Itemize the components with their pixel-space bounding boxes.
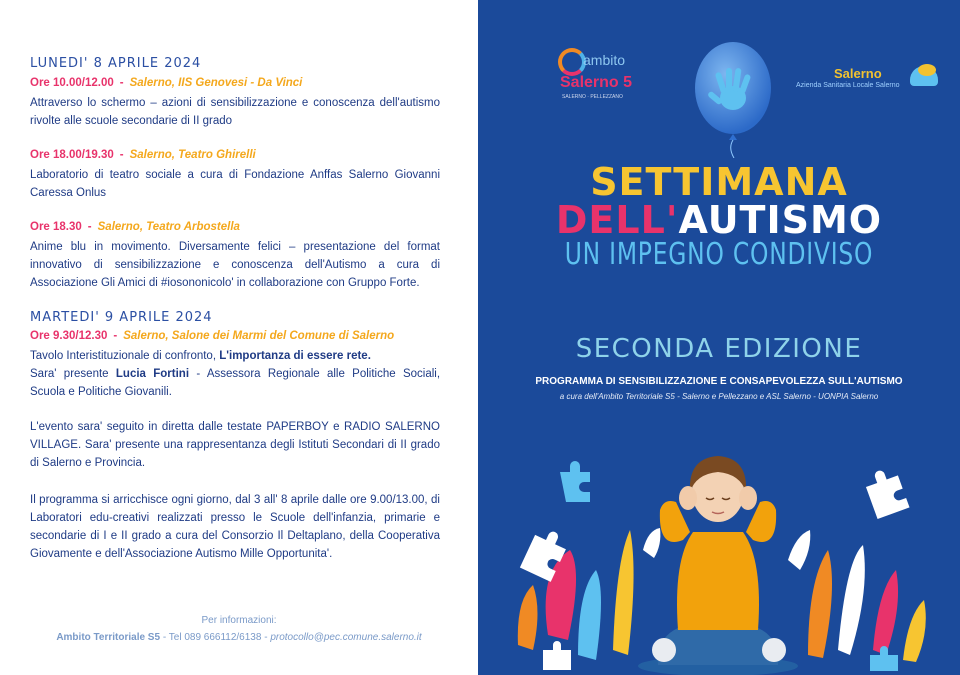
event-time: Ore 10.00/12.00 xyxy=(30,77,114,89)
balloon-hand-icon xyxy=(688,40,778,158)
event-2-description: Laboratorio di teatro sociale a cura di Fondazione Anffas Salerno Giovanni Caressa Onlus xyxy=(30,169,440,199)
separator: - xyxy=(87,221,92,233)
logo-subtext: SALERNO · PELLEZZANO xyxy=(562,94,623,100)
desc-emphasis: L'importanza di essere rete. xyxy=(219,350,371,362)
day-heading-monday: LUNEDI' 8 APRILE 2024 xyxy=(30,56,202,71)
contact-phone: - Tel 089 666112/6138 - xyxy=(162,632,268,643)
live-coverage-paragraph: L'evento sara' seguito in diretta dalle testate PAPERBOY e RADIO SALERNO VILLAGE. Sara' presente una rappresentanza degli Istituti Secondari di II grado di Salerno e Provincia. xyxy=(30,421,440,469)
logo-text: ambito xyxy=(583,52,626,68)
separator: - xyxy=(119,77,124,89)
desc-text: Il Deltaplano xyxy=(277,530,343,542)
sun-icon xyxy=(918,64,936,76)
event-place: Salerno, IIS Genovesi - Da Vinci xyxy=(129,77,303,89)
event-1-header xyxy=(30,77,302,89)
desc-text: Tavolo Interistituzionale di confronto, xyxy=(30,350,217,362)
event-3-header xyxy=(30,221,240,233)
event-place: Salerno, Salone dei Marmi del Comune di Salerno xyxy=(123,330,395,342)
circle-icon xyxy=(558,48,586,76)
event-time: Ore 18.30 xyxy=(30,221,82,233)
event-1-description: Attraverso lo schermo – azioni di sensibilizzazione e conoscenza dell'autismo rivolte alle scuole secondarie di II grado xyxy=(30,97,440,127)
event-place: Salerno, Teatro Ghirelli xyxy=(129,149,256,161)
asl-salerno-logo xyxy=(790,62,940,96)
cover-page xyxy=(478,0,960,675)
day-heading-tuesday: MARTEDI' 9 APRILE 2024 xyxy=(30,310,213,325)
desc-text: - Assessora Regionale alle Politiche Sociali, Scuola e Politiche Giovanili. xyxy=(30,368,441,398)
info-title: Per informazioni: xyxy=(201,615,277,626)
logo-text: Salerno xyxy=(834,66,882,81)
program-page xyxy=(0,0,478,675)
title-line-2 xyxy=(478,198,960,242)
logo-text: Salerno 5 xyxy=(560,74,633,91)
separator: - xyxy=(113,330,118,342)
event-place: Salerno, Teatro Arbostella xyxy=(97,221,240,233)
event-time: Ore 9.30/12.30 xyxy=(30,330,108,342)
child-figure xyxy=(638,456,798,675)
title-part: DELL' xyxy=(555,198,679,242)
event-2-header xyxy=(30,149,256,161)
ambito-s5-logo xyxy=(556,46,636,106)
desc-text: , della Cooperativa Giovamente e dell'Associazione Autismo Mille Opportunita'. xyxy=(30,530,441,560)
title-part: AUTISMO xyxy=(678,198,883,242)
edition-heading: SECONDA EDIZIONE xyxy=(575,334,863,364)
organizers-line: a cura dell'Ambito Territoriale S5 - Salerno e Pellezzano e ASL Salerno - UONPIA Salerno xyxy=(559,392,879,401)
subtitle: UN IMPEGNO CONDIVISO xyxy=(564,237,874,272)
desc-text: Il programma si arricchisce ogni giorno, dal 3 all' 8 aprile dalle ore 9.00/13.00, di Laboratori edu-creativi realizzati presso le Scuole dell'infanzia, primarie e secondarie di I e II grado a cura del Consorzio xyxy=(30,494,440,542)
event-4-header xyxy=(30,330,394,342)
event-3-description: Anime blu in movimento. Diversamente felici – presentazione del format innovativo di sensibilizzazione e conoscenza dell'Autismo a cura di Associazione Gli Amici di #iosononicolo' in collaborazione con Gruppo Forte. xyxy=(30,241,440,289)
contact-email[interactable]: protocollo@pec.comune.salerno.it xyxy=(270,632,422,643)
child-illustration xyxy=(478,440,960,675)
logo-subtext: Azienda Sanitaria Locale Salerno xyxy=(796,82,900,89)
event-4-description xyxy=(30,347,440,401)
separator: - xyxy=(119,149,124,161)
contact-org: Ambito Territoriale S5 xyxy=(56,632,161,643)
title-line-1: SETTIMANA xyxy=(590,160,848,204)
program-subtitle: PROGRAMMA DI SENSIBILIZZAZIONE E CONSAPEVOLEZZA SULL'AUTISMO xyxy=(535,376,903,387)
program-paragraph xyxy=(30,491,440,563)
contact-line xyxy=(0,632,478,643)
event-time: Ore 18.00/19.30 xyxy=(30,149,114,161)
speaker-name: Lucia Fortini xyxy=(115,368,190,380)
desc-text: Sara' presente xyxy=(30,368,109,380)
